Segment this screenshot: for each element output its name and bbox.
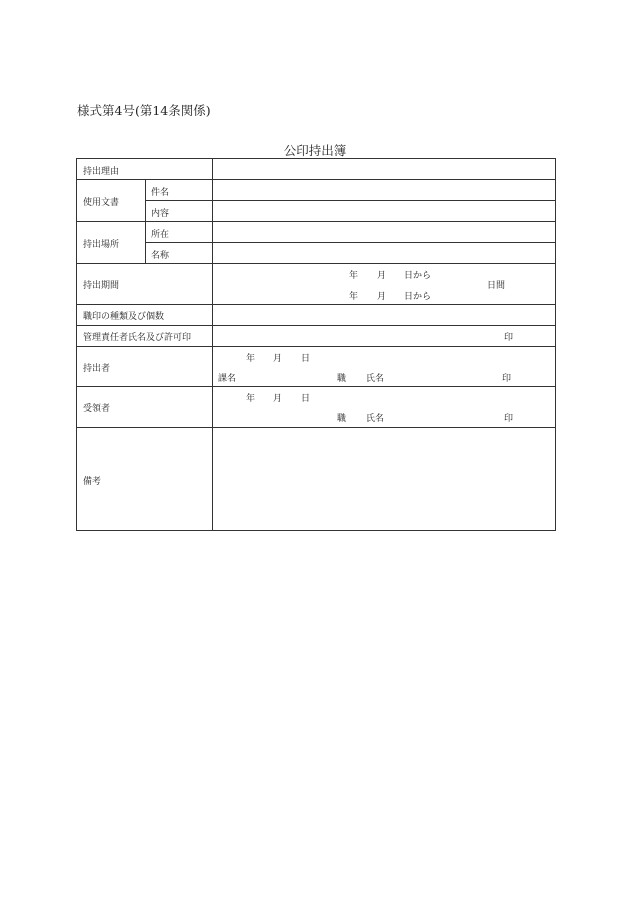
taker-year: 年 — [246, 354, 256, 364]
period-end-day: 日から — [404, 292, 432, 302]
receiver-seal: 印 — [504, 414, 514, 424]
taker-seal: 印 — [502, 374, 512, 384]
taker-month: 月 — [273, 354, 283, 364]
receiver-month: 月 — [273, 394, 283, 404]
receiver-label: 受領者 — [83, 404, 111, 414]
form-number: 様式第4号(第14条関係) — [77, 103, 211, 118]
period-label: 持出期間 — [83, 281, 120, 291]
period-days: 日間 — [487, 281, 506, 291]
remarks-field[interactable] — [213, 428, 555, 530]
reason-field[interactable] — [213, 159, 555, 179]
location-name-field[interactable] — [213, 243, 555, 263]
receiver-post: 職 — [337, 414, 347, 424]
row-divider — [77, 346, 555, 347]
document-title: 公印持出簿 — [283, 143, 347, 158]
location-address-field[interactable] — [213, 222, 555, 242]
period-start-day: 日から — [404, 271, 432, 281]
taker-section: 課名 — [218, 374, 237, 384]
receiver-name: 氏名 — [366, 414, 385, 424]
receiver-year: 年 — [246, 394, 256, 404]
seal-types-label: 職印の種類及び個数 — [83, 312, 165, 322]
document-subject-field[interactable] — [213, 180, 555, 200]
row-divider — [77, 263, 555, 264]
seal-types-field[interactable] — [213, 305, 555, 325]
period-start-year: 年 — [349, 271, 359, 281]
document-subject-label: 件名 — [151, 188, 170, 198]
location-label: 持出場所 — [83, 240, 120, 250]
location-address-label: 所在 — [151, 230, 170, 240]
location-name-label: 名称 — [151, 251, 170, 261]
seal-checkout-table — [76, 158, 556, 531]
receiver-day: 日 — [301, 394, 311, 404]
period-end-year: 年 — [349, 292, 359, 302]
manager-seal: 印 — [504, 333, 514, 343]
remarks-label: 備考 — [83, 477, 102, 487]
row-divider — [77, 386, 555, 387]
period-end-month: 月 — [377, 292, 387, 302]
document-label: 使用文書 — [83, 198, 120, 208]
taker-post: 職 — [337, 374, 347, 384]
taker-name: 氏名 — [366, 374, 385, 384]
manager-label: 管理責任者氏名及び許可印 — [83, 333, 192, 343]
column-divider — [145, 179, 146, 263]
document-content-field[interactable] — [213, 201, 555, 221]
document-content-label: 内容 — [151, 209, 170, 219]
period-start-month: 月 — [377, 271, 387, 281]
taker-label: 持出者 — [83, 364, 111, 374]
reason-label: 持出理由 — [83, 167, 120, 177]
taker-day: 日 — [301, 354, 311, 364]
row-divider — [77, 325, 555, 326]
